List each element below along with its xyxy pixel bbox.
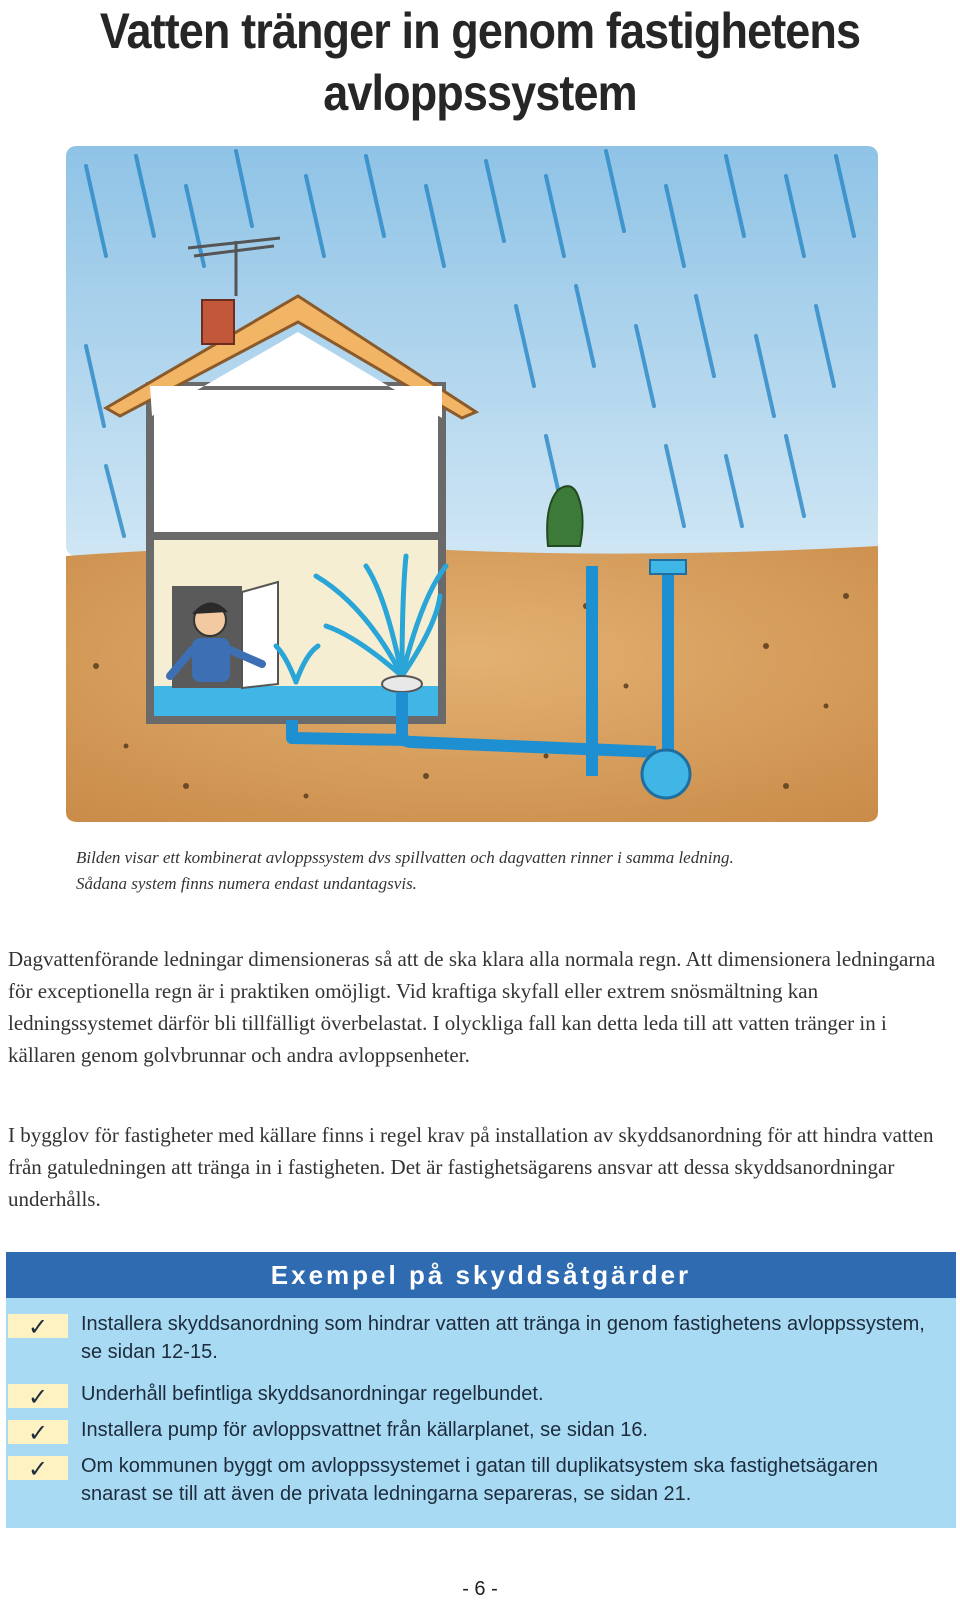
protective-measures-heading: Exempel på skyddsåtgärder — [6, 1252, 956, 1298]
caption-line-1: Bilden visar ett kombinerat avloppssystem dvs spillvatten och dagvatten rinner i samma ledning. — [76, 848, 734, 867]
title-line-2: avloppssystem — [323, 65, 637, 121]
checkmark-icon: ✓ — [8, 1456, 68, 1480]
page-title — [48, 0, 912, 124]
page-number: - 6 - — [462, 1578, 498, 1600]
checkmark-icon: ✓ — [8, 1384, 68, 1408]
body-paragraph-2: I bygglov för fastigheter med källare finns i regel krav på installation av skyddsanordning för att hindra vatten från gatuledningen att tränga in i fastigheten. Det är fastighetsägarens ansvar att dessa skyddsanordningar underhålls. — [8, 1123, 934, 1211]
house-upper-floor — [150, 386, 442, 536]
list-item-text: Om kommunen byggt om avloppssystemet i gatan till duplikatsystem ska fastighetsägaren snarast se till att även de privata ledningarna separeras, se sidan 21. — [81, 1455, 879, 1505]
floor-drain — [382, 676, 422, 692]
street-gully — [650, 560, 686, 574]
list-item-text: Installera pump för avloppsvattnet från källarplanet, se sidan 16. — [81, 1419, 648, 1441]
illustration-caption — [76, 845, 936, 897]
flooded-basement-illustration — [66, 146, 878, 822]
main-sewer — [642, 750, 690, 798]
checkmark-icon: ✓ — [8, 1420, 68, 1444]
checkmark-icon: ✓ — [8, 1314, 68, 1338]
chimney — [202, 300, 234, 344]
list-item-text: Underhåll befintliga skyddsanordningar regelbundet. — [81, 1383, 544, 1405]
title-line-1: Vatten tränger in genom fastighetens — [99, 3, 861, 59]
caption-line-2: Sådana system finns numera endast undantagsvis. — [76, 874, 417, 893]
list-item-text: Installera skyddsanordning som hindrar vatten att tränga in genom fastighetens avloppssystem, se sidan 12-15. — [81, 1313, 925, 1363]
body-paragraph-1: Dagvattenförande ledningar dimensioneras så att de ska klara alla normala regn. Att dimensionera ledningarna för exceptionella regn är i praktiken omöjligt. Vid kraftiga skyfall eller extrem snösmältning kan ledningssystemet därför bli tillfälligt överbelastat. I olyckliga fall kan detta leda till att vatten tränger in i källaren genom golvbrunnar och andra avloppsenheter. — [8, 947, 936, 1067]
protective-measures-box — [6, 1252, 956, 1528]
